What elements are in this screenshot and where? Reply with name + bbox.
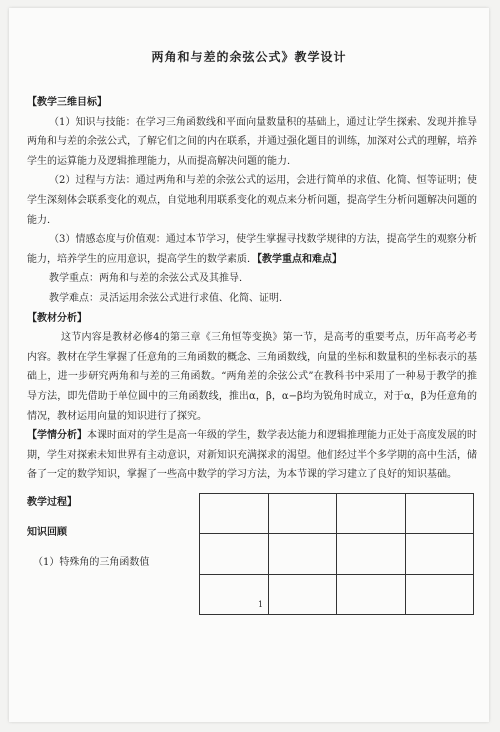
goals-heading: 【教学三维目标】 <box>27 97 107 108</box>
table-cell <box>405 494 474 534</box>
table-cell <box>268 574 337 614</box>
student-analysis-text: 本课时面对的学生是高一年级的学生，数学表达能力和逻辑推理能力正处于高度发展的时期，学生对探索未知世界有主动意识，对新知识充满探求的渴望。他们经过半个多学期的高中生活，储备了一定的数学知识，掌握了一些高中数学的学习方法，为本节课的学习建立了良好的知识基础。 <box>27 430 477 481</box>
table-cell <box>405 574 474 614</box>
special-angle-item: （1）特殊角的三角函数值 <box>33 557 150 568</box>
table-cell <box>337 574 406 614</box>
goal-knowledge-skills: （1）知识与技能：在学习三角函数线和平面向量数量积的基础上，通过让学生探索、发现并推导两角和与差的余弦公式，了解它们之间的内在联系，并通过强化题目的训练，加深对公式的理解，培养学生的运算能力及逻辑推理能力，从而提高解决问题的能力． <box>27 116 477 167</box>
goal-attitudes-values-text: （3）情感态度与价值观：通过本节学习，使学生掌握寻找数学规律的方法，提高学生的观察分析能力，培养学生的应用意识，提高学生的数学素质． <box>27 234 477 265</box>
key-difficult-heading: 【教学重点和难点】 <box>257 253 342 265</box>
teaching-process <box>27 488 207 578</box>
table-cell <box>200 494 269 534</box>
table-mark: 1 <box>258 600 264 609</box>
material-heading: 【教材分析】 <box>27 312 87 324</box>
table-cell <box>405 534 474 574</box>
material-analysis: 这节内容是教材必修4的第三章《三角恒等变换》第一节，是高考的重要考点，历年高考必考内容。教材在学生掌握了任意角的三角函数的概念、三角函数线，向量的坐标和数量积的坐标表示的基础上，进一步研究两角和与差的三角函数。“两角差的余弦公式”在教科书中采用了一种易于教学的推导方法，即先借助于单位圆中的三角函数线，推出α，β，α−β均为锐角时成立，对于α，β为任意角的情况，教材运用向量的知识进行了探究。 <box>27 332 477 422</box>
table-cell <box>268 534 337 574</box>
table-cell <box>337 534 406 574</box>
document-title: 两角和与差的余弦公式》教学设计 <box>151 50 347 64</box>
students-heading: 【学情分析】 <box>27 430 87 442</box>
process-heading: 教学过程】 <box>27 497 77 508</box>
table-cell <box>200 534 269 574</box>
table-row <box>200 534 474 574</box>
review-label: 知识回顾 <box>27 527 67 538</box>
table-cell <box>337 494 406 534</box>
special-angle-table <box>199 493 474 615</box>
table-row <box>200 574 474 614</box>
document-body <box>27 93 477 485</box>
goal-attitudes-values <box>27 230 477 269</box>
goal-process-methods: （2）过程与方法：通过两角和与差的余弦公式的运用，会进行简单的求值、化简、恒等证明；使学生深刻体会联系变化的观点，自觉地利用联系变化的观点来分析问题，提高学生分析问题解决问题的能力． <box>27 175 477 226</box>
student-analysis <box>27 426 477 485</box>
table-cell <box>268 494 337 534</box>
difficult-point: 教学难点：灵活运用余弦公式进行求值、化简、证明． <box>49 292 289 304</box>
key-point: 教学重点：两角和与差的余弦公式及其推导． <box>49 273 249 285</box>
table-row <box>200 494 474 534</box>
